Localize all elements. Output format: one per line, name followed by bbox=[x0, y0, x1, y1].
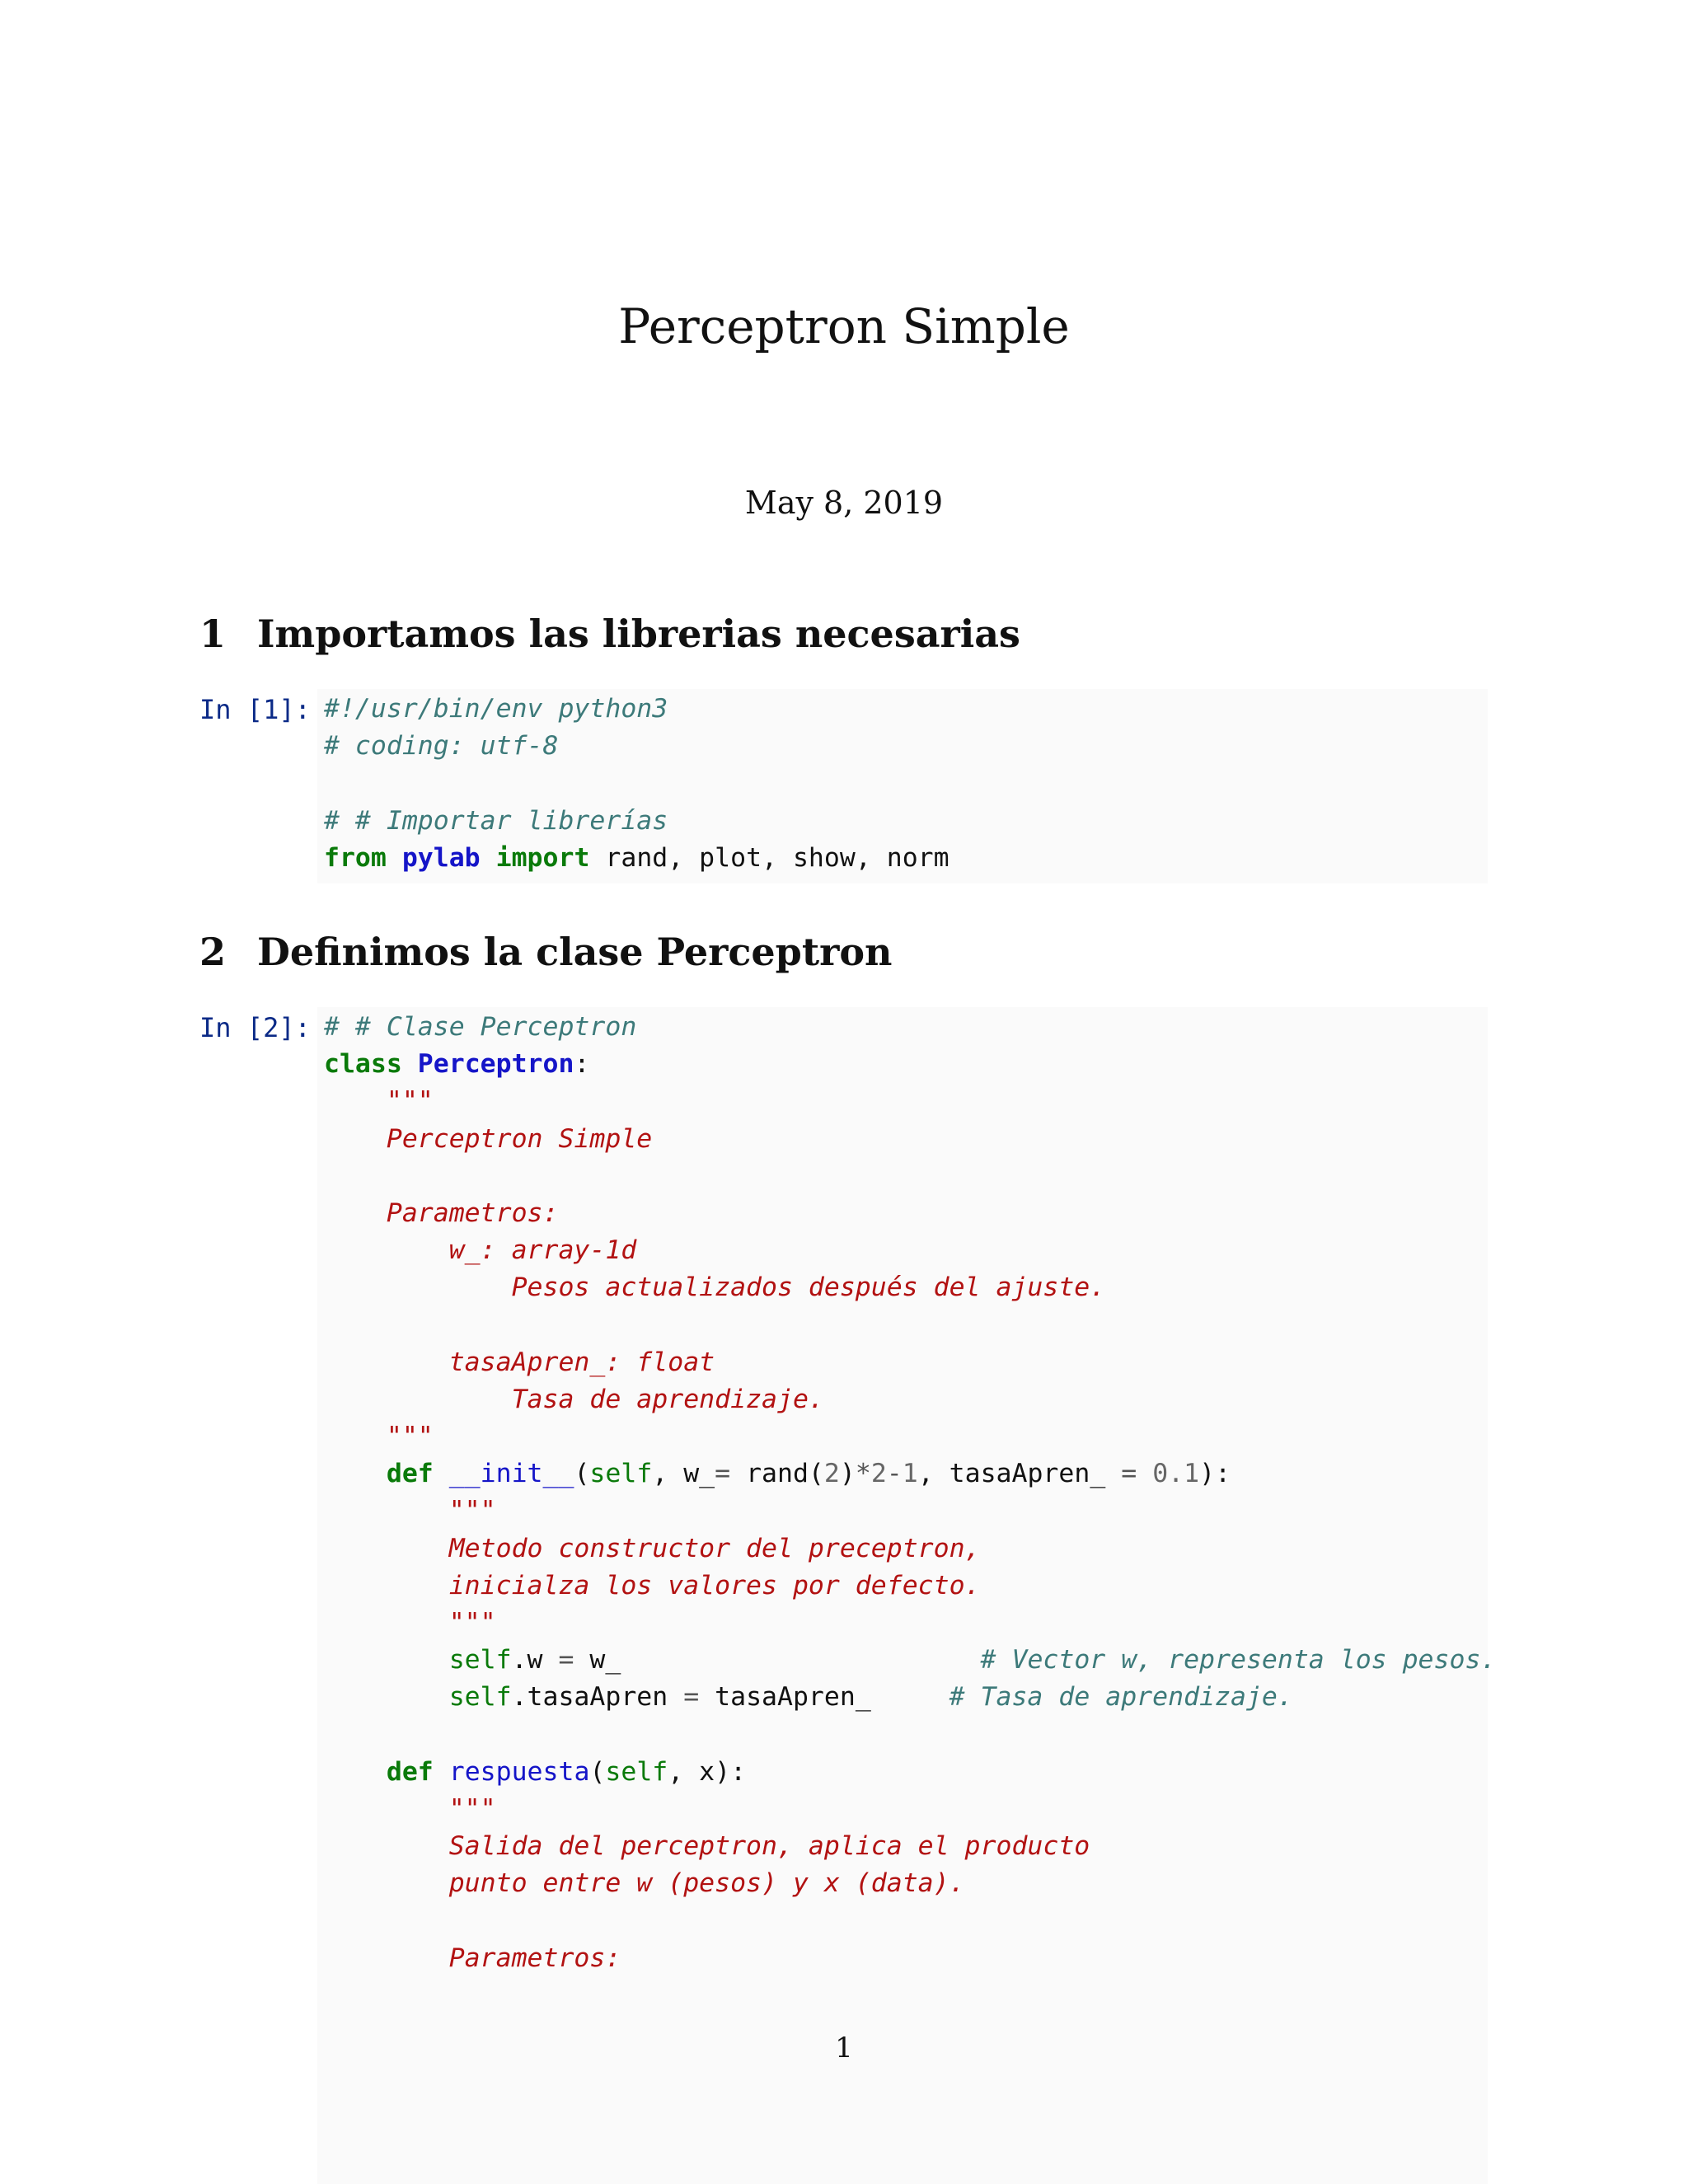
code-line bbox=[324, 1232, 1496, 1269]
code-line bbox=[324, 1679, 1496, 1716]
code-line bbox=[324, 1791, 1496, 1828]
code-token: Salida del perceptron, aplica el producto bbox=[448, 1831, 1090, 1862]
code-token: 2 bbox=[870, 1459, 887, 1489]
code-token: rand( bbox=[730, 1459, 824, 1489]
code-token: class bbox=[324, 1049, 402, 1080]
code-token bbox=[324, 1794, 449, 1824]
code-token: , w_ bbox=[652, 1459, 715, 1489]
code-line bbox=[324, 1046, 1496, 1083]
code-token: pylab bbox=[401, 842, 481, 873]
code-line bbox=[324, 1455, 1496, 1493]
code-token: # # Clase Perceptron bbox=[324, 1012, 637, 1042]
code-token: = bbox=[683, 1682, 700, 1713]
code-line bbox=[324, 1121, 1496, 1158]
code-token: rand, plot, show, norm bbox=[589, 842, 950, 873]
code-token bbox=[434, 1459, 449, 1488]
code-token bbox=[324, 1124, 387, 1154]
code-line bbox=[324, 1269, 1496, 1306]
code-token bbox=[324, 1422, 387, 1451]
code-token: ( bbox=[574, 1459, 590, 1489]
code-line bbox=[324, 1009, 1496, 1046]
code-token: * bbox=[855, 1459, 871, 1489]
code-token: def bbox=[386, 1459, 434, 1489]
code-token bbox=[324, 1868, 449, 1898]
code-token bbox=[324, 1534, 449, 1563]
code-token: : bbox=[574, 1049, 590, 1080]
code-line bbox=[324, 1158, 1496, 1195]
code-token: Tasa de aprendizaje. bbox=[511, 1384, 824, 1414]
page-number: 1 bbox=[835, 2032, 853, 2064]
code-token bbox=[1137, 1459, 1152, 1488]
code-token bbox=[434, 1757, 449, 1787]
code-token: Perceptron Simple bbox=[386, 1123, 653, 1154]
code-token: punto entre w (pesos) y x (data). bbox=[448, 1868, 965, 1899]
code-token: 0.1 bbox=[1152, 1459, 1200, 1489]
code-token: """ bbox=[448, 1793, 496, 1824]
code-line bbox=[324, 1493, 1496, 1530]
code-token: Pesos actualizados después del ajuste. bbox=[511, 1272, 1106, 1303]
cell-prompt-2: In [2]: bbox=[199, 1012, 311, 1043]
code-line bbox=[324, 803, 950, 840]
section-title: Definimos la clase Perceptron bbox=[257, 930, 893, 974]
code-token: """ bbox=[448, 1496, 496, 1526]
section-title: Importamos las librerias necesarias bbox=[257, 612, 1020, 656]
code-line bbox=[324, 1307, 1496, 1344]
code-token: self bbox=[605, 1756, 668, 1787]
code-token: - bbox=[886, 1459, 903, 1489]
code-token: , tasaApren_ bbox=[917, 1459, 1122, 1489]
code-token: """ bbox=[386, 1422, 434, 1452]
code-token bbox=[324, 1757, 387, 1787]
code-line bbox=[324, 1083, 1496, 1120]
code-line bbox=[324, 1642, 1496, 1679]
code-token bbox=[324, 1571, 449, 1601]
code-token: ( bbox=[589, 1756, 606, 1787]
code-token: """ bbox=[448, 1608, 496, 1638]
code-token bbox=[324, 1235, 449, 1265]
code-line bbox=[324, 1530, 1496, 1568]
code-token bbox=[324, 1459, 387, 1488]
code-token bbox=[324, 1608, 449, 1638]
code-token bbox=[387, 843, 402, 873]
code-token: = bbox=[1121, 1459, 1137, 1489]
code-token bbox=[324, 1496, 449, 1526]
code-line bbox=[324, 1828, 1496, 1865]
code-token: # Tasa de aprendizaje. bbox=[949, 1682, 1293, 1713]
code-token: ) bbox=[839, 1459, 856, 1489]
code-line bbox=[324, 1940, 1496, 1977]
code-token: Metodo constructor del preceptron, bbox=[448, 1533, 981, 1563]
code-token: 2 bbox=[823, 1459, 840, 1489]
code-line bbox=[324, 1605, 1496, 1642]
code-token: __init__ bbox=[448, 1459, 574, 1489]
code-token: import bbox=[495, 842, 590, 873]
code-token bbox=[324, 1682, 449, 1712]
code-token: tasaApren_ bbox=[699, 1682, 950, 1713]
code-line bbox=[324, 840, 950, 877]
code-line bbox=[324, 1568, 1496, 1605]
code-token: = bbox=[715, 1459, 731, 1489]
code-token: w_ bbox=[574, 1645, 981, 1675]
code-token: self bbox=[448, 1645, 512, 1675]
section-heading-2 bbox=[199, 930, 892, 974]
document-date: May 8, 2019 bbox=[744, 485, 944, 521]
code-token: , x): bbox=[668, 1756, 747, 1787]
code-line bbox=[324, 691, 950, 728]
code-line bbox=[324, 765, 950, 802]
code-token: tasaApren_: float bbox=[448, 1347, 715, 1377]
code-token: .tasaApren bbox=[511, 1682, 684, 1713]
code-line bbox=[324, 1381, 1496, 1418]
code-token bbox=[324, 1385, 512, 1414]
code-line bbox=[324, 1865, 1496, 1902]
code-line bbox=[324, 1344, 1496, 1381]
code-token bbox=[324, 1347, 449, 1377]
document-title: Perceptron Simple bbox=[618, 298, 1070, 354]
code-token: ): bbox=[1199, 1459, 1231, 1489]
code-token bbox=[481, 843, 496, 873]
code-token: def bbox=[386, 1756, 434, 1787]
code-token: .w bbox=[511, 1645, 559, 1675]
cell-prompt-1: In [1]: bbox=[199, 694, 311, 725]
code-token: inicialza los valores por defecto. bbox=[448, 1570, 981, 1601]
code-token: w_: array-1d bbox=[448, 1235, 637, 1266]
code-token: Perceptron bbox=[417, 1049, 574, 1080]
code-token: # Vector w, representa los pesos. bbox=[980, 1645, 1497, 1675]
section-number: 1 bbox=[199, 612, 227, 656]
code-cell-1 bbox=[324, 691, 950, 877]
code-line bbox=[324, 1717, 1496, 1754]
code-token: = bbox=[558, 1645, 574, 1675]
code-line bbox=[324, 728, 950, 765]
code-token: # coding: utf-8 bbox=[324, 731, 559, 762]
code-token bbox=[402, 1049, 418, 1079]
code-token: from bbox=[324, 842, 387, 873]
code-line bbox=[324, 1754, 1496, 1791]
code-token: respuesta bbox=[448, 1756, 590, 1787]
code-line bbox=[324, 1418, 1496, 1455]
code-line bbox=[324, 1195, 1496, 1232]
section-heading-1 bbox=[199, 612, 1020, 656]
code-token: Parametros: bbox=[448, 1943, 621, 1973]
code-token: 1 bbox=[902, 1459, 918, 1489]
code-token: self bbox=[448, 1682, 512, 1713]
code-token bbox=[324, 1831, 449, 1861]
code-token: """ bbox=[386, 1086, 434, 1117]
code-token: Parametros: bbox=[386, 1197, 559, 1228]
code-cell-2 bbox=[324, 1009, 1496, 1977]
code-token: # # Importar librerías bbox=[324, 805, 668, 836]
code-token bbox=[324, 1943, 449, 1973]
code-token bbox=[324, 1198, 387, 1228]
code-token: self bbox=[589, 1459, 653, 1489]
code-token bbox=[324, 1086, 387, 1116]
section-number: 2 bbox=[199, 930, 227, 974]
code-token bbox=[324, 1272, 512, 1302]
code-line bbox=[324, 1903, 1496, 1940]
code-token bbox=[324, 1645, 449, 1675]
code-token: #!/usr/bin/env python3 bbox=[324, 694, 668, 724]
